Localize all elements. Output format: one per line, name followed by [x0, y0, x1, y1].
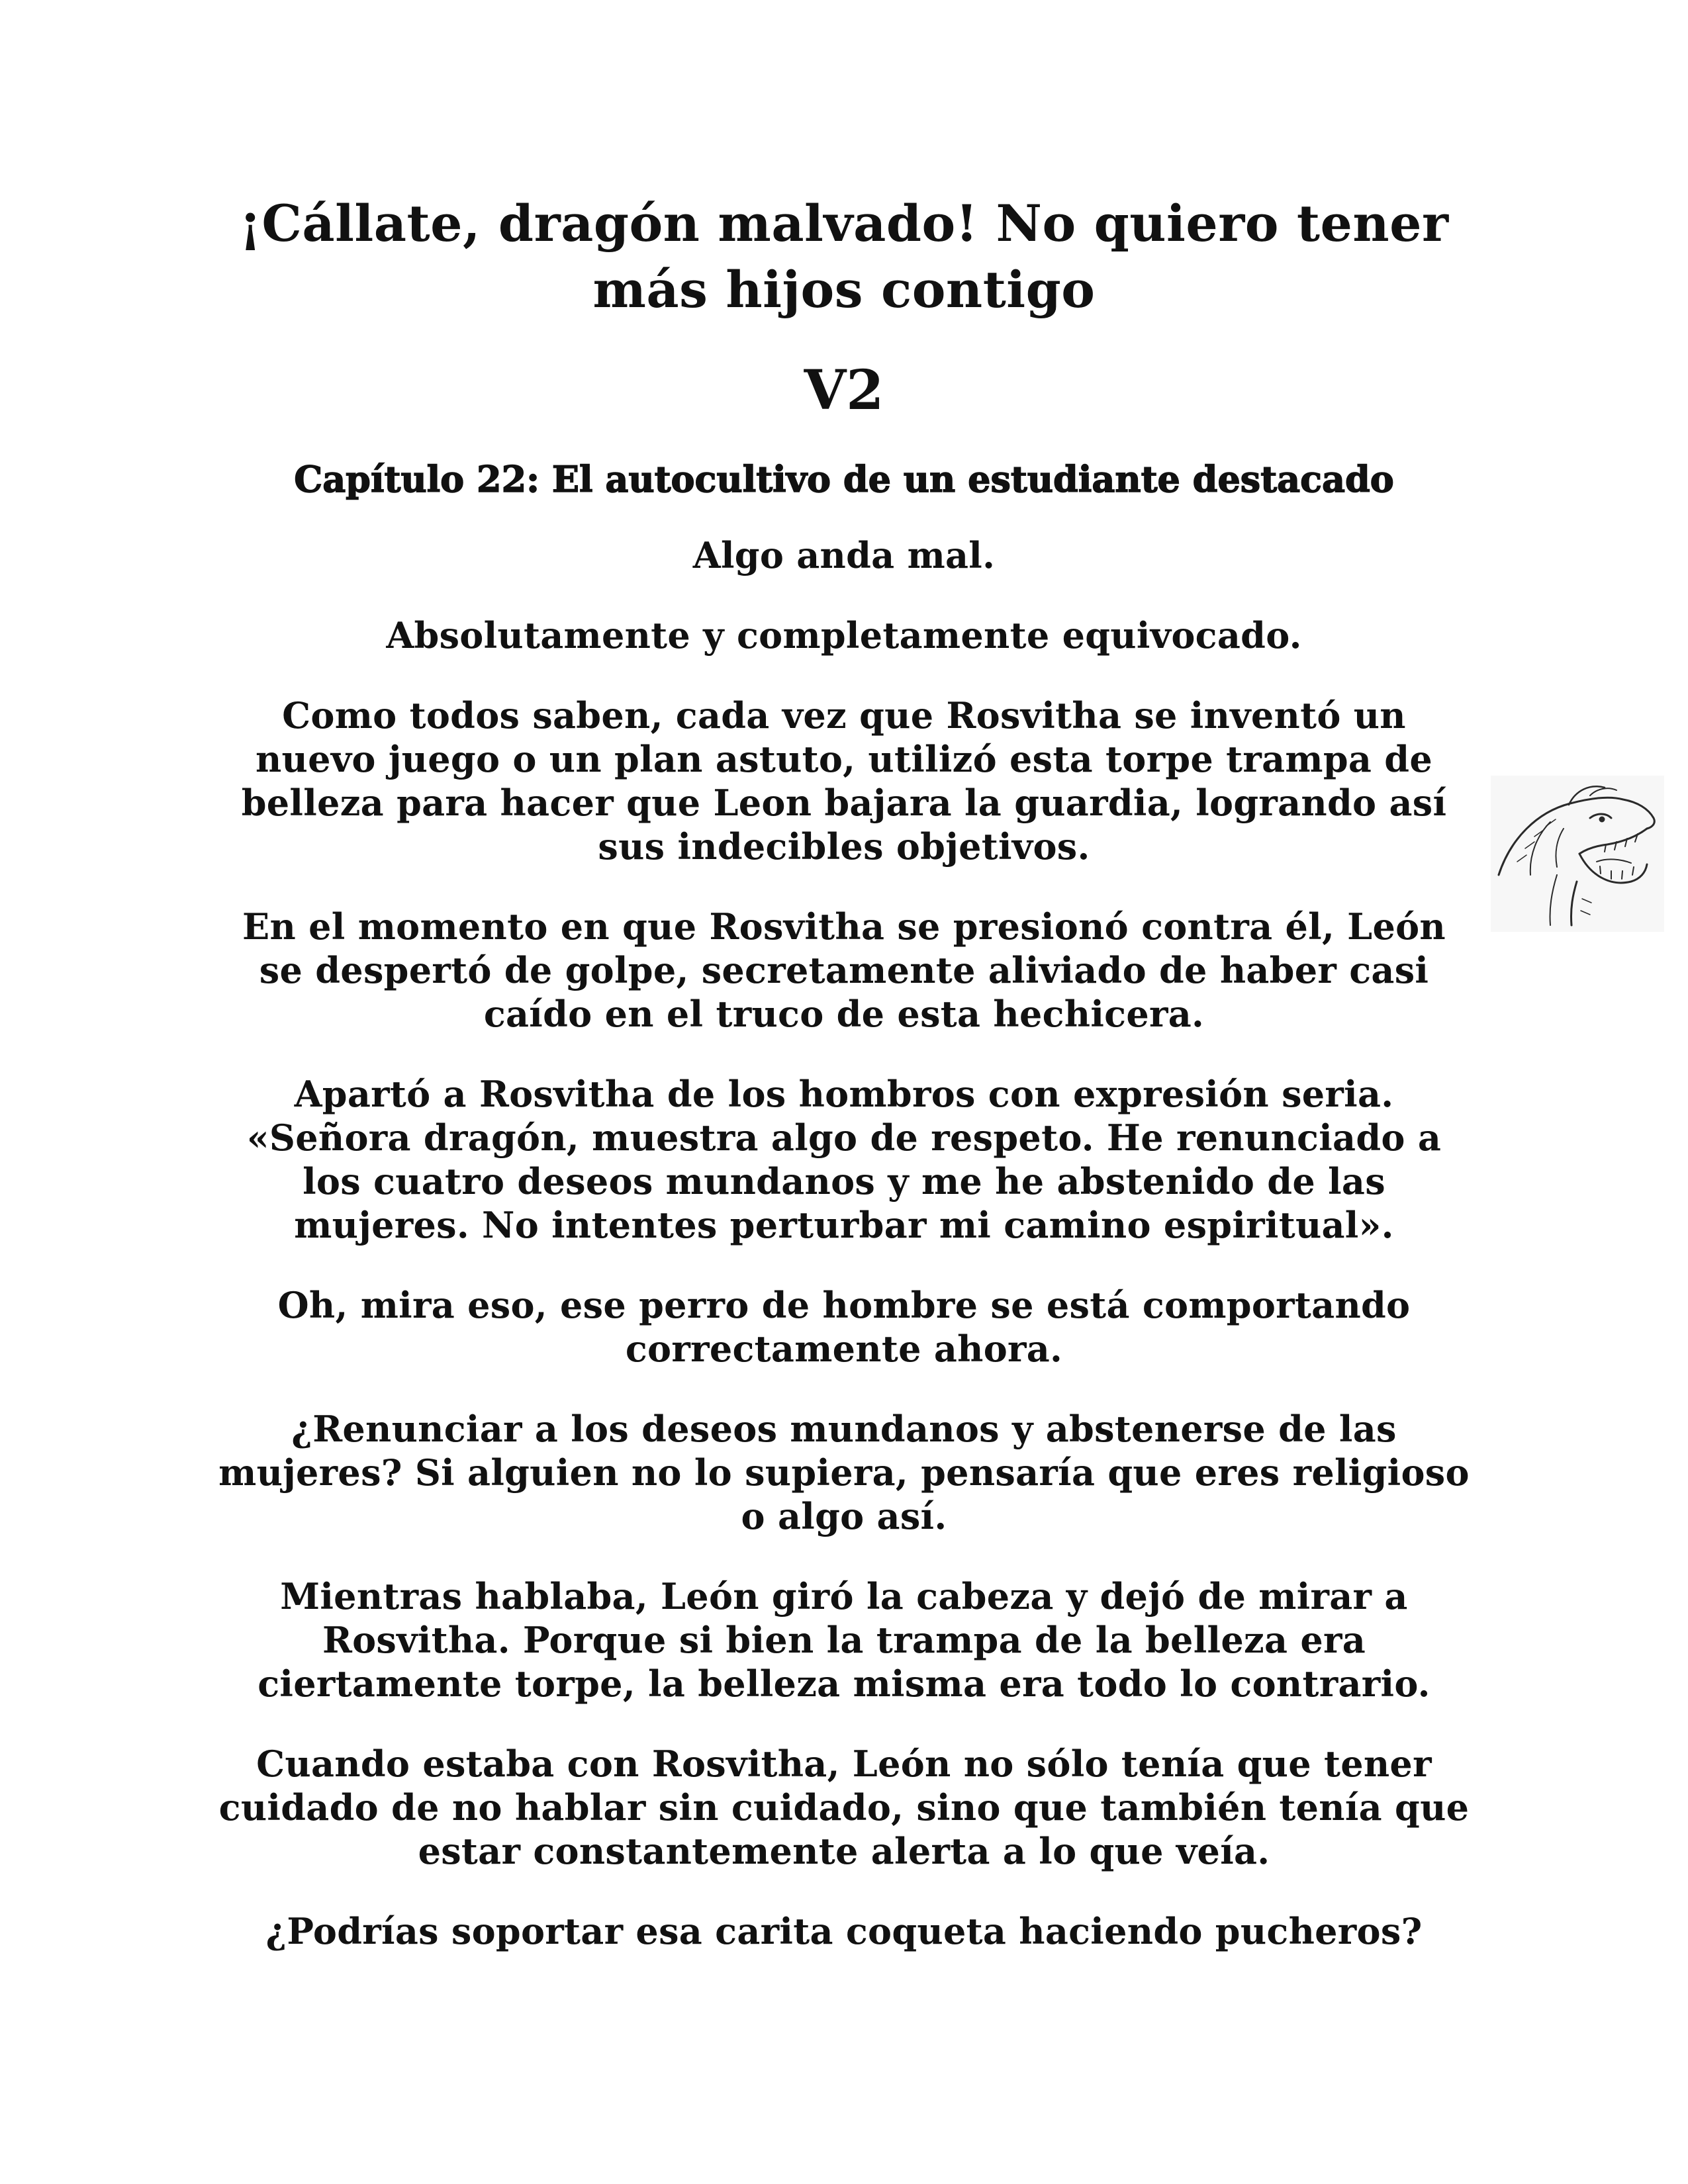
- paragraph: Oh, mira eso, ese perro de hombre se está comportando correctamente ahora.: [277, 1284, 1411, 1370]
- paragraph: Cuando estaba con Rosvitha, León no sólo tenía que tener cuidado de no hablar sin cuidado, sino que también tenía que estar constantemente alerta a lo que veía.: [218, 1743, 1470, 1872]
- paragraph: Algo anda mal.: [692, 534, 996, 576]
- paragraph: En el momento en que Rosvitha se presionó contra él, León se despertó de golpe, secretamente aliviado de haber casi caído en el truco de esta hechicera.: [242, 905, 1446, 1035]
- paragraph: Apartó a Rosvitha de los hombros con expresión seria. «Señora dragón, muestra algo de respeto. He renunciado a los cuatro deseos mundanos y me he abstenido de las mujeres. No intentes perturbar mi camino espiritual».: [246, 1073, 1442, 1246]
- paragraph: ¿Renunciar a los deseos mundanos y abstenerse de las mujeres? Si alguien no lo supiera, pensaría que eres religioso o algo así.: [218, 1408, 1470, 1537]
- paragraph: Mientras hablaba, León giró la cabeza y dejó de mirar a Rosvitha. Porque si bien la trampa de la belleza era ciertamente torpe, la belleza misma era todo lo contrario.: [258, 1575, 1430, 1705]
- paragraph: Absolutamente y completamente equivocado.: [386, 614, 1302, 657]
- paragraph: ¿Podrías soportar esa carita coqueta haciendo pucheros?: [265, 1910, 1423, 1952]
- chapter-heading: Capítulo 22: El autocultivo de un estudiante destacado: [294, 458, 1394, 500]
- dragon-sketch-icon: [1491, 776, 1664, 932]
- document-title: ¡Cállate, dragón malvado! No quiero tener más hijos contigo: [239, 194, 1449, 319]
- volume-label: V2: [804, 359, 884, 422]
- paragraph: Como todos saben, cada vez que Rosvitha se inventó un nuevo juego o un plan astuto, utilizó esta torpe trampa de belleza para hacer que Leon bajara la guardia, logrando así sus indecibles objetivos.: [241, 694, 1447, 868]
- chapter-body: [218, 533, 1470, 1989]
